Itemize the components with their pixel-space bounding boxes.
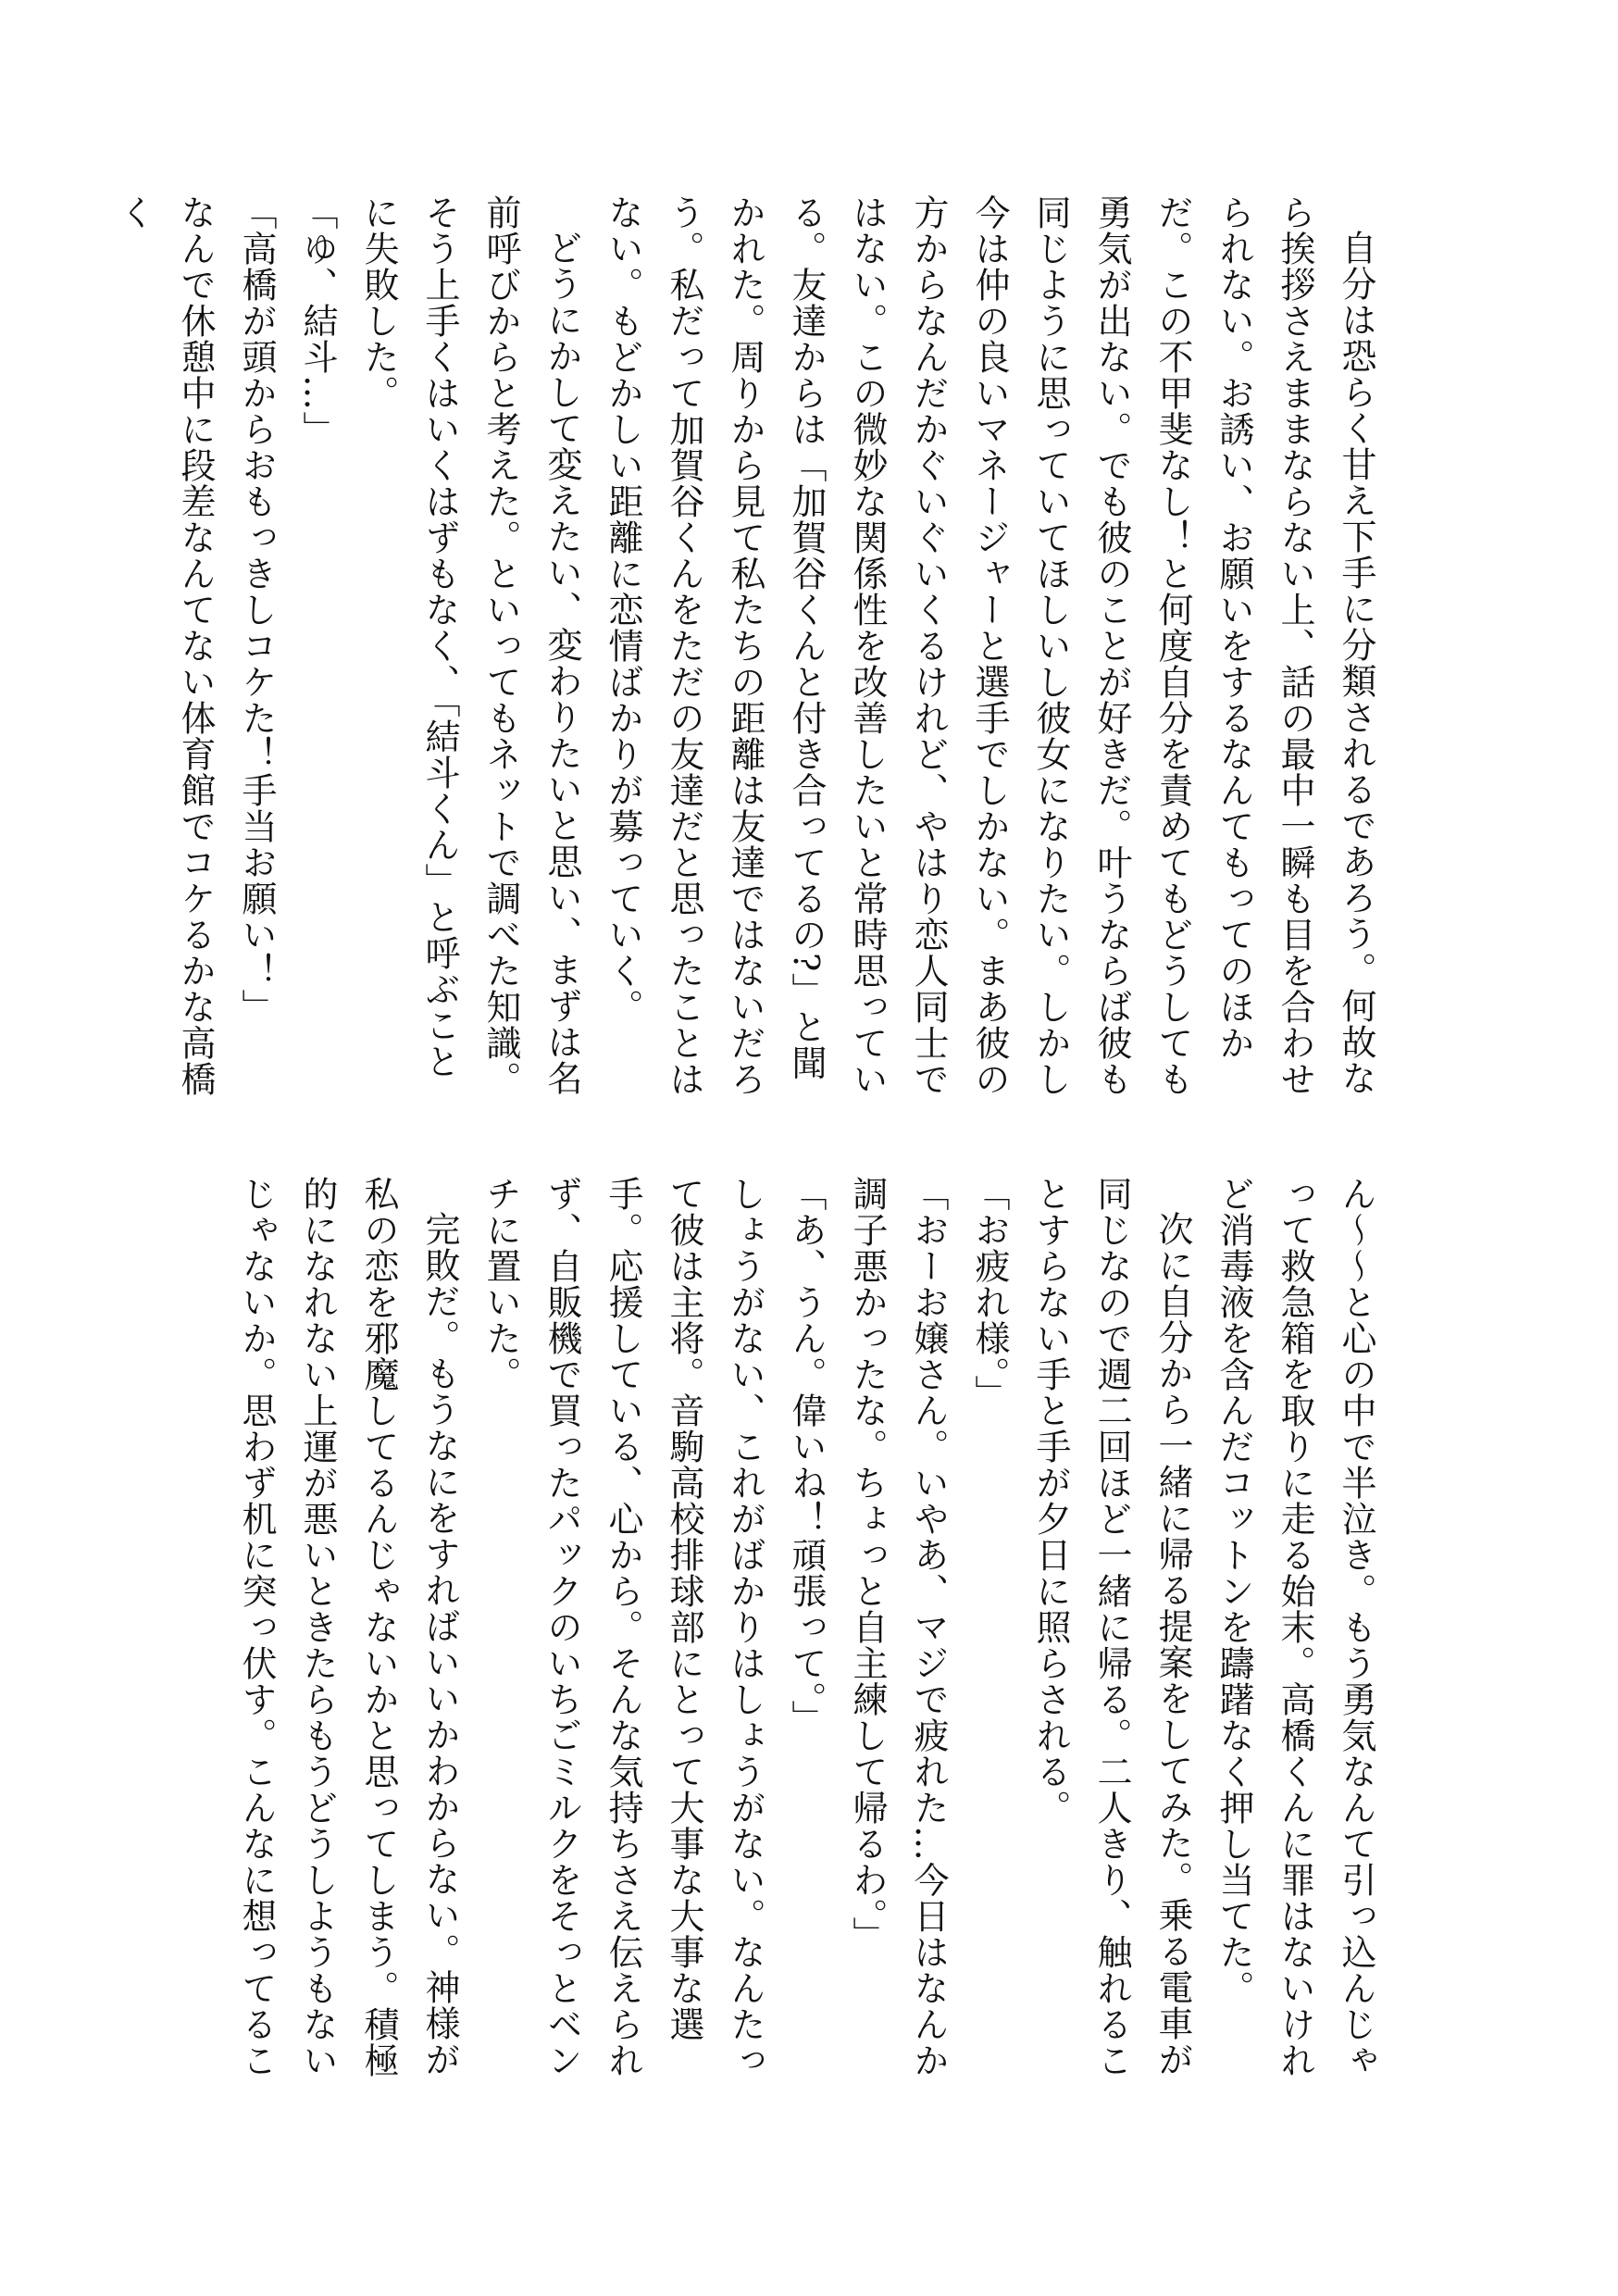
dialogue-line: 「高橋が頭からおもっきしコケた！手当お願い！」 [236,194,277,1025]
paragraph: どうにかして変えたい、変わりたいと思い、まずは名前呼びからと考えた。といってもネットで調べた知識。そう上手くはいくはずもなく、「結斗くん」と呼ぶことに失敗した。 [358,194,582,1097]
paragraph: 自分は恐らく甘え下手に分類されるであろう。何故なら挨拶さえままならない上、話の最中一瞬も目を合わせられない。お誘い、お願いをするなんてもってのほかだ。この不甲斐なし！と何度自分を責めてもどうしても勇気が出ない。でも彼のことが好きだ。叶うならば彼も同じように思っていてほしいし彼女になりたい。しかし今は仲の良いマネージャーと選手でしかない。まあ彼の方からなんだかぐいぐいくるけれど、やはり恋人同士ではない。この微妙な関係性を改善したいと常時思っている。友達からは「加賀谷くんと付き合ってるの?」と聞かれた。周りから見て私たちの距離は友達ではないだろう。私だって加賀谷くんをただの友達だと思ったことはない。もどかしい距離に恋情ばかりが募っていく。 [603,194,1376,1097]
text-block-bottom [230,1176,1387,2092]
paragraph: ん〜〜と心の中で半泣き。もう勇気なんて引っ込んじゃって救急箱を取りに走る始末。高橋くんに罪はないけれど消毒液を含んだコットンを躊躇なく押し当てた。 [1214,1176,1376,2078]
dialogue-line: 「あ、うん。偉いね！頑張って。」 [786,1176,827,1736]
paragraph: 完敗だ。もうなにをすればいいかわからない。神様が私の恋を邪魔してるんじゃないかと思ってしまう。積極的になれない上運が悪いときたらもうどうしようもないじゃないか。思わず机に突っ伏す。こんなに想ってるこ [236,1176,460,2078]
dialogue-line: 「ゆ、結斗…」 [297,194,338,447]
dialogue-line: 「おーお嬢さん。いやあ、マジで疲れた…今日はなんか調子悪かったな。ちょっと自主練して帰るわ。」 [847,1176,949,2078]
dialogue-line: 「お疲れ様。」 [969,1176,1010,1411]
paragraph: 次に自分から一緒に帰る提案をしてみた。乗る電車が同じなので週二回ほど一緒に帰る。二人きり、触れることすらない手と手が夕日に照らされる。 [1030,1176,1193,2078]
paragraph: しょうがない、これがばかりはしょうがない。なんたって彼は主将。音駒高校排球部にとって大事な大事な選手。応援している、心から。そんな気持ちさえ伝えられず、自販機で買ったパックのいちごミルクをそっとベンチに置いた。 [480,1176,765,2078]
paragraph: なんで休憩中に段差なんてない体育館でコケるかな高橋く [114,194,216,1097]
text-block-top [114,194,1387,1111]
